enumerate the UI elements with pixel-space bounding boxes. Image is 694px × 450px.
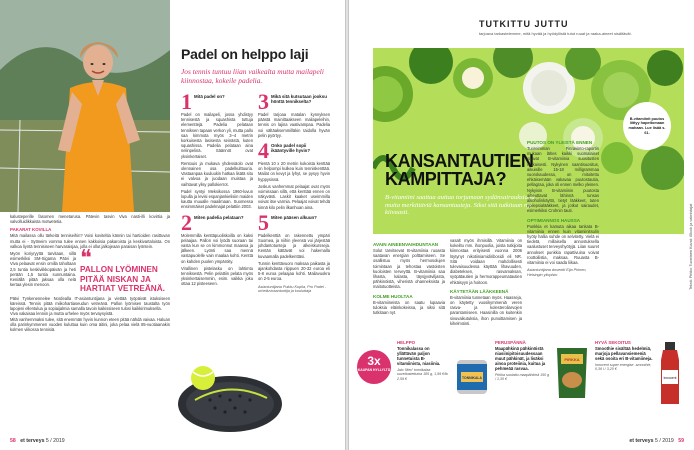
qa-question: Mitä padel on? [194, 94, 225, 99]
section-heading: OPTIMIANNOS HAUSSA [527, 217, 581, 223]
product-name: Maapähkinä pähkinöistä niasiinipitoisuudessaan muut pähkinät, ja lisäksi ainoa proteiinia, kuitua ja pehmeää rasvaa. [495, 346, 546, 371]
product-card [397, 340, 491, 406]
body-text: B-vitamiinia tunnetaan myös. Haasseja, on käytetty vuosikymmeniä veren rasva- ja kolesteroliarvojen parantamiseen. Haasinilla on kuitenkin sivuvaikutuksia, ihon punoittamisen ja kihelmöinti. [450, 294, 522, 326]
section-heading: KOLME HUOLTAA [373, 293, 413, 299]
body-column-3 [527, 136, 599, 277]
products-row [397, 340, 687, 406]
qa-question: Mikä sitä kutsutaan jooksu hönttä tennikselta? [271, 94, 327, 104]
product-detail: Jalo 'Meri' tonnikalaa uuveitustettuina 185 g, 1,99 €/tk 2,59 € [397, 368, 448, 381]
product-detail: Innocent super energise -smoothie, 0,36 l / 3,20 € [595, 363, 652, 372]
left-page [0, 0, 345, 450]
page-folio-right [629, 438, 684, 444]
body-text: B-vitamiineista on saatu lupaavia tuloksia eläinkokeissa, ja siksi sitä tutkitaan nyt. [373, 299, 445, 316]
credits: Asiantuntijana dosentti Eija Pirinen, Helsingin yliopisto [527, 268, 587, 277]
section-heading: PUUTOS ON YLEISTÄ ENNEN [527, 140, 593, 145]
product-name: Tonnikalassa on yllättävän paljon tunnetuista B-vitamiinista, niasiinia. [397, 346, 441, 366]
product-image-label: PIRKKA [564, 357, 580, 362]
page-number: 59 [678, 438, 684, 444]
magazine-name: et terveys [629, 438, 654, 444]
qa-number: 4 [258, 138, 269, 164]
qa-column-2 [258, 89, 330, 294]
body-text: vasalt myös ihmisillä. Vitamiinia on kokeiltu mm. ihonpuolia, joista tutkijoita kiinnostaa erityisesti vuonna 2006 löytynyt nikotiiniamidiribosidi eli NR. Sitä voidaan mahdollisesti tulevaisuudessa käyttää lihavuuden, diabeteksen, rasvamaksan, syöpätautien ja hermorappeumatautien ehkäisyyn ja hoitoon. [450, 238, 522, 285]
left-body [10, 214, 170, 332]
peanut-bag-image [553, 340, 591, 400]
section-heading: AVAIN AINEENVAIHDUNTAAN [373, 242, 439, 247]
page-folio-left [10, 438, 65, 444]
product-detail: Pirkka suolattu maapähkinä 150 g / 1,30 € [495, 373, 550, 382]
section-heading: PAKARAT KOVILLA [10, 227, 52, 233]
body-column-2 [450, 238, 522, 326]
kicker: TUTKITTU JUTTU [479, 19, 569, 29]
product-heading: HELPPO [397, 340, 416, 345]
page-number: 58 [10, 438, 16, 444]
qa-question: Miten pääsen alkuun? [271, 214, 317, 220]
quote-mark-icon: ❝ [80, 245, 92, 271]
product-image-label: TONNIKALA [462, 376, 482, 380]
shelf-badge-label: KAUPAN HYLLYLTÄ [357, 368, 391, 372]
issue-number: 5 / 2019 [45, 438, 65, 444]
padel-racket-illustration [175, 360, 285, 440]
body-text: Mitä vanhemmaksi tulee, sitä enemmän hyvin kunnon eteen pitää nähdä vaivaa. Haluan olla parinkymmenen vuoden kuluttua kuin oma äitini, joka pelaa vielä 85-vuotiaanakin kolmen viikossa tennisiä. [10, 316, 170, 333]
qa-number: 1 [181, 89, 192, 114]
info-badge [623, 102, 671, 150]
product-heading: PERUSPÄNNÄ [495, 340, 526, 345]
article-title: KANSANTAUTIEN KAMPITTAJA? [385, 151, 534, 189]
body-text: Pätvi Tynkenennelee Nordealla IT-asiantuntijana ja viettää työpäivät istuksiseen käreissä. Tennis pitää miikohartiaseudun vetreänä. Pallon lyömisen taustalta työn lapojeni ellentulua ja sopiaijalmia samalla tavoin kaikissiseen tulosi kaikkirimuksella. [10, 295, 170, 312]
body-text: Punkkia et kamuta aikaa tankata B-vitamiinia ennen kuin vitamiinitsulin hyöty hallia suhde on selvitetty. Vielä ei tiedetä, millaisella annostuksella vaalustuset terveyshyötyjä. Liian suuret annokset punkkia rapattivuina voivat roottoilistia, maksaa. Ruuasta B-vitamiinia ei voi saada liikaa. [527, 223, 599, 266]
right-page [349, 0, 694, 450]
body-text: Mitä mailassa ollu tärkeitä tenniseihin? Voisi koviteltia kännin tai hartioiden rasittuvan mutta ei - Sytmeim vomma tulee ennen kakkoisia pakaroista ja keskivartaloista. On valkoa liyntä tennisiseen harvaraisjaa, jolla ei ollut jalkojeaan paraisan lyöntein. [10, 233, 170, 249]
article-title: Padel on helppo laji [181, 46, 309, 62]
qa-answer: Padel syntyi Meksikossa 1960-luvun lopulla ja levisi espanjankielisiin maiden kautta muualle maailmaan. Suomessa ensimmäiset padelmajat pelattiin 2003. [181, 188, 253, 210]
qa-answer: Pientä 10 x 20 metrin kokoista kenttää on helpompi kulkea kuin tenniskenttää. Mailat on kevyt ja lyhyt, se pysyy hyvin hyppysissä. [258, 161, 330, 182]
body-text: Viva vakaisaa lenniin ja mutta urhelee myös tervaysyistä. [10, 311, 114, 317]
qa-answer: Virallinen pistelasku on lahtimtu tenniksestä. Pelin pelattiin pelata myös yksinkertaisemmin, esim. vaikka joku ottaa 12 pisteeseen. [181, 265, 253, 287]
shelf-badge-number: 3x [367, 354, 381, 368]
article-lead: B-vitamiini saattaa auttaa torjumaan sydänsairauksia ja muita merkittäviä kansantauteja. Siksi sitä tutkitaan nyt kiivaasti. [385, 194, 535, 217]
section-heading: KÄYTETÄÄN LÄÄKKEENÄ [450, 288, 509, 294]
kicker-sub: tarjoava tarkastelemme, mitä hyvää ja hyödyllistä tutut ruuat ja raaka-aineet sisältävät. [479, 31, 632, 36]
qa-question: Miten padelia pelataan? [194, 214, 244, 220]
tuna-can-image [451, 340, 491, 400]
qa-column-1 [181, 89, 253, 287]
player-photo [0, 0, 170, 212]
qa-answer: Padel on mailapeli, jossa yhdistyy tennisestä ja squashista tuttuja elementtejä. Padelia pelataan tenniksen tapaan verkon yli, mutta pallo saa kimmota myös 3–4 metrin korkuisesta lasisesta seinästä, kuten squashissa. Padelia pelataan aina nelinpelinä. Säännöt ovat yksinkertaiset. [181, 112, 253, 159]
qa-answer: Padel tarjoaa matalan kynnyksen päästä mainittaakseen mailapeleihin, tennis on lajina vaativampaa. Padelia voi vältäaksemmilläkin taidolla hyvän pelin pyörtyy. [258, 112, 330, 138]
kicker-block [479, 19, 679, 36]
pull-quote: PALLON LYÖMINEN PITÄÄ NISKAN JA HARTIAT VETREÄNÄ. [80, 265, 165, 294]
issue-number: 5 / 2019 [655, 438, 674, 444]
qa-number: 3 [258, 89, 269, 114]
shelf-badge [357, 350, 391, 384]
product-name: Smoothie sisältää hedelmiä, marjoja pellavansiemeniä sekä osoita eri B-vitamiineja. [595, 346, 653, 361]
smoothie-bottle-image [655, 340, 685, 406]
author-credit [689, 90, 693, 290]
magazine-name: et terveys [20, 438, 45, 444]
qa-number: 5 [258, 209, 269, 235]
qa-answer: Rentouis ja mukava yhdessäolo ovat olennainen osa padelkulttuuria. Vastaanpaa kuuluukin hatkaa lisätä situ ei valvoa ja juodaan muistaa ja vaihtavat ylisy pallokierrot. [181, 160, 253, 187]
qa-answer: Tunnin kenttävuoro maksaa paikasta ja ajankohdasta riippuen 20-32 euroa eli 5-8 euroa pelaajaa kohti. Mailavuokra on 2-5 euroa. [258, 260, 330, 282]
body-text: Solut tarvitsevat B-vitamiinia ruoasta saatavan energian polttamiseen. Se osallistuu myös hermosolujen toimintaan ja tehostaa vastoisten kuoloisten terveyttä. B-vitamiinia saa lihasta, kalasta, täysjyväviljasta, pähkinöistä, viheristä ohanneksista ja maitotuotteista. [373, 248, 445, 290]
body-text: Tuoreimman Finravinto-raportin mukaan lähes kaikki suomalaiset saavat B-vitamiinia suositusten mukaisesti. Nykyinen saantisuositus, aikuisille 15-18 milligrammaa vuorokaudessa, on mitoitettu ehkäisemään vakavaa puutostautia, pellagraa, joka oli ennen melko yleinen. Nykyisin B-vitamiinin puutosta aiheuttavat lähinnä runsas alkoholinkäyttö, tietyt lääkkeet, tuten epilepsialääkkeet, ja jotkut sairaudet, esimerkiksi Crohnin tauti. [527, 146, 599, 214]
body-text: Myön koriyryyttä tarvitaan, sillä esimerkiksi SM-Sigama Pätvi ja Viva pelaavat ensin omilla taholtaan 2,5 tuntia keskiviikkopäivän ja heti perään 1,5 tuntia sunnuntaina. Keniällä pitää jaksaa olla nelä kertaa ylesin menoon. [10, 251, 76, 288]
qa-question: Onko padel sopii ikääntyville hyvin? [271, 143, 311, 154]
body-column-1 [373, 238, 445, 315]
qa-number: 2 [181, 209, 192, 235]
qa-answer: Molemmilla kenttäpuoliskoilla on kaksi pelaajaa. Pallon voi lyödä suoraan tai vasta kun se on kimmonnut maassa ja jälkeen. Lyönti saa mennä vastapuolelle vain maalaa kohti. Kenttä on kahden puolen ympäröity. [181, 232, 253, 264]
credits: Asiantuntijana Pukku Kupila, Pro Padel -urheiluviraantuntija ja kouluttaja [258, 284, 327, 294]
product-card [595, 340, 687, 406]
qa-answer: Padelkenttiä on rakennettu ympäri Suomea, ja niihin yleensä voi järjestää johdantotunteja ja alkeiskursseja. Kentän kättävät voi hakemalla kuvaamalla padelkenttäsi. [258, 232, 330, 259]
product-image-label: innocent [663, 376, 677, 380]
badge-text: B-vitamiinit puutos liittyy hapettomaan mahaan. Lue lisää s. 61. [628, 116, 666, 135]
intro-text: kalusteperille fasomen menetarusa. Pätevin tasvin Viva nasti-illi kovirtia ja valvolluidikkaista motwetetia. [10, 214, 170, 225]
product-card [495, 340, 591, 406]
article-lead: Jos tennis tuntuu liian vaikealta mutta mailapeli kiinnostaa, kokeile padelia. [181, 67, 324, 85]
product-heading: HYVÄ SEKOITUS [595, 340, 631, 345]
author-text: Teksti: Pirkko Tuominen Kuvat: iStock ja valmistajat [689, 203, 693, 290]
qa-answer: Joskus vanhemmat pelaajat ovat myös voimissaan sillä, että kenttää ennen on näkyvästi. Laskit kaaket useimmilla voivat itse varmia. Pelaajat voivat tehdä kinnä kilo pelin ilkanhuan aina. [258, 183, 330, 210]
